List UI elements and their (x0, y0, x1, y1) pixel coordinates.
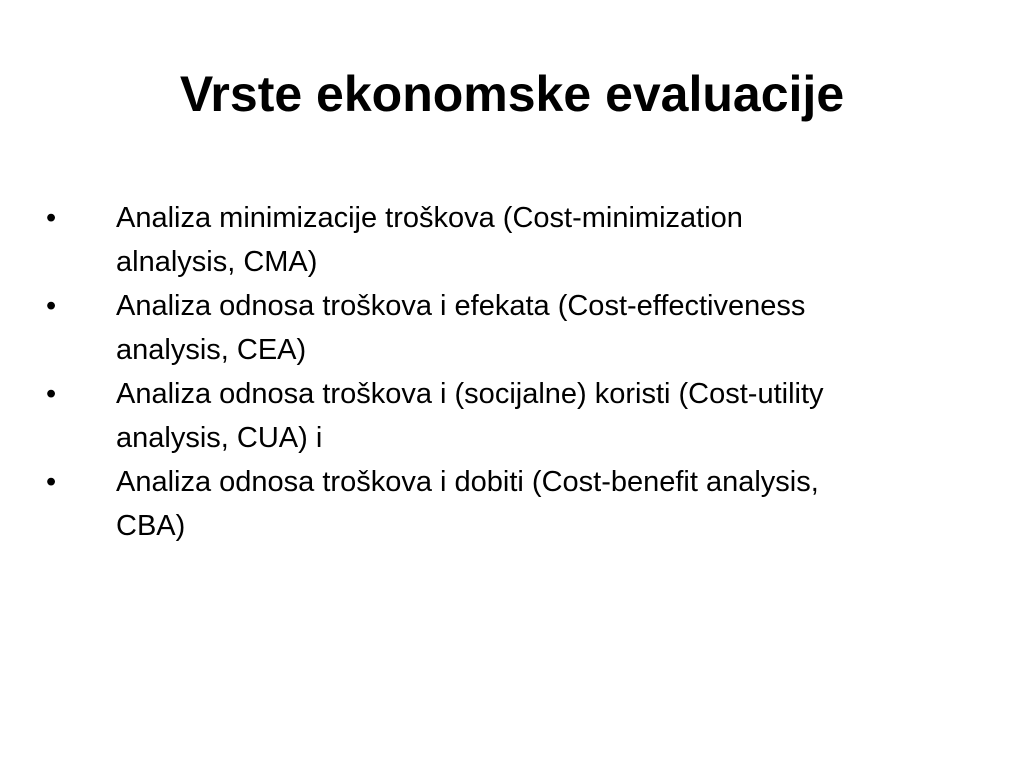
list-item-line: Analiza odnosa troškova i efekata (Cost-effectiveness (116, 290, 806, 322)
bullet-list (42, 196, 972, 548)
list-item (42, 372, 972, 460)
list-item (42, 284, 972, 372)
slide-title: Vrste ekonomske evaluacije (179, 66, 845, 122)
list-item-line: alnalysis, CMA) (116, 246, 318, 278)
list-item-line: analysis, CUA) i (116, 422, 323, 454)
list-item-text (116, 284, 972, 372)
list-item-text (116, 460, 972, 548)
list-item-line: Analiza minimizacije troškova (Cost-minimization (116, 202, 743, 234)
list-item (42, 460, 972, 548)
bullet-marker: • (46, 466, 57, 498)
bullet-marker: • (46, 378, 57, 410)
list-item-line: Analiza odnosa troškova i dobiti (Cost-benefit analysis, (116, 466, 819, 498)
bullet-marker: • (46, 290, 57, 322)
list-item (42, 196, 972, 284)
list-item-line: analysis, CEA) (116, 334, 307, 366)
list-item-text (116, 196, 972, 284)
list-item-line: CBA) (116, 510, 186, 542)
list-item-text (116, 372, 972, 460)
bullet-marker: • (46, 202, 57, 234)
list-item-line: Analiza odnosa troškova i (socijalne) koristi (Cost-utility (116, 378, 824, 410)
